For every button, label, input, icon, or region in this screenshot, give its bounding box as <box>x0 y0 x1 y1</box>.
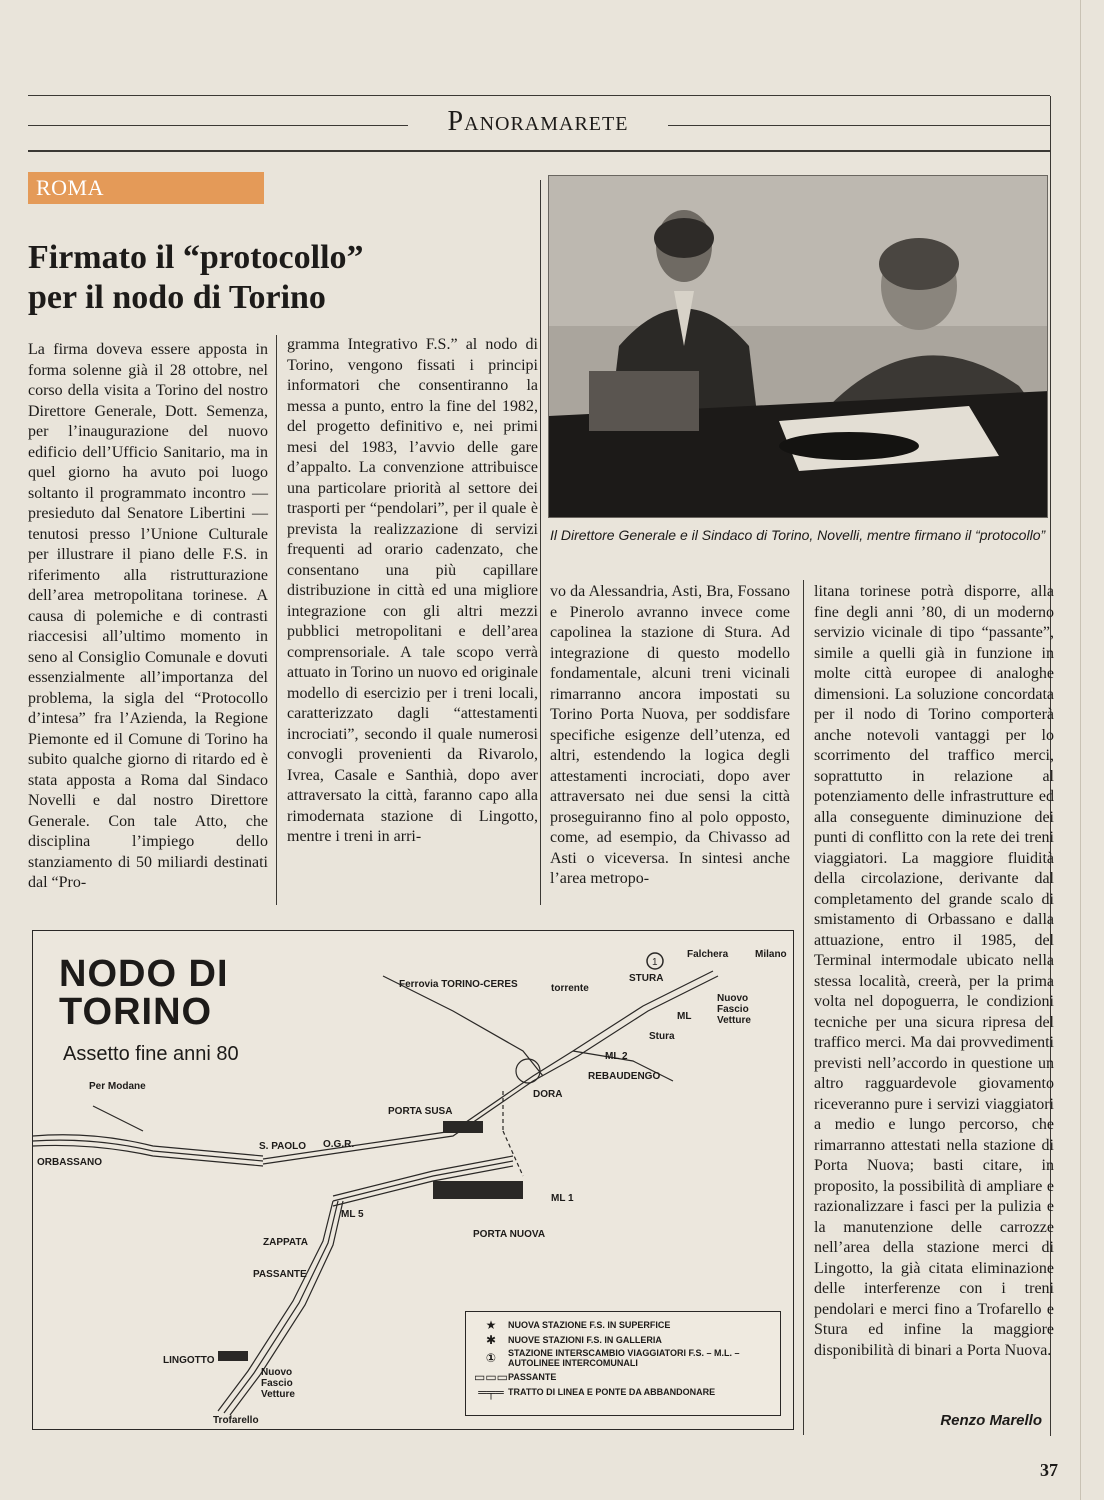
category-tag: ROMA <box>28 172 264 204</box>
map-label-passante: PASSANTE <box>253 1269 307 1280</box>
map-label-nuovo-fascio-vetture: Nuovo Fascio Vetture <box>717 993 751 1026</box>
column-text: gramma Integrativo F.S.” al nodo di Torino, vengono fissati i principi informatori che consentiranno la messa a punto, entro la fine del 1982, del progetto definitivo e, nei primi mesi del 1983, l’avvio delle gare d’appalto. La convenzione attribuisce una particolare priorità al settore dei trasporti per “pendolari”, per il quale è prevista la realizzazione di servizi frequenti ad orario cadenzato, che consentano una più capillare distribuzione in città ed una migliore integrazione con gli altri mezzi pubblici metropolitani e dell’area comprensoriale. A tale scopo verrà attuato in Torino un nuovo ed originale modello di esercizio per i treni locali, caratterizzato dagli “attestamenti incrociati”, secondo il quale numerosi convogli provenienti da Rivarolo, Ivrea, Casale e Santhià, dopo aver attraversato la città, faranno capo alla rimodernata stazione di Lingotto, mentre i treni in arri- <box>287 336 538 845</box>
map-label-ml5: ML 5 <box>341 1209 364 1220</box>
page-edge <box>1080 0 1081 1500</box>
map-label-zappata: ZAPPATA <box>263 1237 308 1248</box>
headline-line-1: Firmato il “protocollo” <box>28 239 364 276</box>
column-text: vo da Alessandria, Asti, Bra, Fossano e Pinerolo avranno invece come capolinea la stazione di Stura. Ad integrazione di questo modello fondamentale, alcuni treni vicinali rimarranno ancora impostati su Torino Porta Nuova, per soddisfare specifiche esigenze dell’utenza, ed altri, estendendo la logica degli attestamenti incrociati, dopo aver attraversato nei due sensi la città proseguiranno fino al polo opposto, come, ad esempio, da Chivasso ad Asti o viceversa. In sintesi anche l’area metropo- <box>550 583 790 887</box>
column-divider <box>276 335 277 905</box>
header-rule-bottom <box>28 150 1050 152</box>
map-title-line-2: TORINO <box>59 991 213 1033</box>
abandoned-line-icon: ═╤═ <box>478 1384 504 1399</box>
map-label-falchera: Falchera <box>687 949 729 960</box>
map-label-rebaudengo: REBAUDENGO <box>588 1071 661 1082</box>
legend-text: PASSANTE <box>508 1371 557 1382</box>
map-label-torrente: torrente <box>551 983 589 994</box>
svg-text:1: 1 <box>652 957 658 968</box>
map-subtitle: Assetto fine anni 80 <box>63 1043 239 1065</box>
photo-illustration <box>549 176 1048 518</box>
header-rule-right <box>668 125 1050 126</box>
map-label-ml: ML <box>677 1011 692 1022</box>
map-label-lingotto: LINGOTTO <box>163 1355 215 1366</box>
passante-icon: ▭▭▭ <box>474 1369 509 1384</box>
map-label-per-modane: Per Modane <box>89 1081 146 1092</box>
map-label-orbassano: ORBASSANO <box>37 1157 103 1168</box>
legend-text: NUOVA STAZIONE F.S. IN SUPERFICE <box>508 1319 671 1330</box>
headline-line-2: per il nodo di Torino <box>28 279 326 316</box>
star-icon: ★ <box>485 1317 497 1332</box>
article-column-2 <box>287 335 538 848</box>
legend-row <box>474 1317 772 1332</box>
map-legend <box>465 1311 781 1416</box>
legend-text: TRATTO DI LINEA E PONTE DA ABBANDONARE <box>508 1386 716 1397</box>
map-label-dora: DORA <box>533 1089 563 1100</box>
map-label-trofarello: Trofarello <box>213 1415 259 1426</box>
legend-row <box>474 1347 772 1369</box>
legend-text: STAZIONE INTERSCAMBIO VIAGGIATORI F.S. – M.L. – AUTOLINEE INTERCOMUNALI <box>508 1348 740 1368</box>
author-signature: Renzo Marello <box>940 1412 1042 1429</box>
article-column-4 <box>814 582 1054 1361</box>
column-text: litana torinese potrà disporre, alla fine degli anni ’80, di un moderno servizio vicinale di tipo “passante”, simile a quelli già in funzione in molte città europee di analoghe dimensioni. La soluzione concordata per il nodo di Torino comporterà anche notevoli vantaggi per lo scorrimento del traffico merci, soprattutto in relazione al potenziamento delle infrastrutture ed alla conseguente diminuzione dei punti di conflitto con la rete dei treni viaggiatori. La maggiore fluidità della circolazione, derivante dal completamento del grande scalo di smistamento di Orbassano e dalla attuazione, entro il 1985, del Terminal intermodale ubicato nella stessa località, creerà, per la prima volta nel dopoguerra, le condizioni tecniche per una sicura ripresa del traffico merci. Ma dai provvedimenti previsti nell’accordo in questione un altro ragguardevole giovamento riceveranno pure i servizi viaggiatori a medio e lungo percorso, che rimarranno attestati nella stazione di Porta Nuova; basti citare, in proposito, la possibilità di ampliare e razionalizzare i fasci per la pulizia e la manutenzione delle carrozze nell’area della stazione merci di Lingotto, la già citata eliminazione delle interferenze con i treni pendolari e merci fino a Trofarello e Stura ed infine la maggiore disponibilità di binari a Porta Nuova. <box>814 583 1054 1359</box>
article-column-1 <box>28 340 268 894</box>
map-label-ml2: ML 2 <box>605 1051 628 1062</box>
legend-row <box>474 1369 772 1384</box>
column-text: La firma doveva essere apposta in forma solenne già il 28 ottobre, nel corso della visita a Torino del nostro Direttore Generale, Dott. Semenza, per l’inaugurazione del nuovo edificio dell’Ufficio Sanitario, ma in quel giorno ha avuto poi luogo soltanto il programmato incontro — presieduto dal Senatore Libertini — tenutosi presso l’Unione Culturale per illustrare il piano delle F.S. in riferimento alla ristrutturazione dell’area metropolitana torinese. A causa di polemiche e di contrasti riaccesisi all’ultimo momento in seno al Consiglio Comunale e dovuti essenzialmente all’importanza del problema, la sigla del “Protocollo d’intesa” fra l’Azienda, la Regione Piemonte ed il Comune di Torino ha subito qualche giorno di ritardo ed è stata apposta a Roma dal Sindaco Novelli e dal nostro Direttore Generale. Con tale Atto, che disciplina l’impiego dello stanziamento di 50 miliardi destinati dal “Pro- <box>28 341 268 891</box>
signing-photo <box>548 175 1048 518</box>
legend-row <box>474 1384 772 1399</box>
article-headline <box>28 238 508 318</box>
map-label-porta-nuova: PORTA NUOVA <box>473 1229 546 1240</box>
map-label-ogr: O.G.R. <box>323 1139 355 1150</box>
torino-rail-map <box>32 930 794 1430</box>
map-label-ml1: ML 1 <box>551 1193 574 1204</box>
header-rule-left <box>28 125 408 126</box>
photo-caption: Il Direttore Generale e il Sindaco di Torino, Novelli, mentre firmano il “protocollo” <box>550 527 1046 543</box>
column-divider <box>803 580 804 1435</box>
map-label-porta-susa: PORTA SUSA <box>388 1106 453 1117</box>
section-header: Panoramarete <box>447 106 629 137</box>
map-title-line-1: NODO DI <box>59 953 229 995</box>
header-rule-top <box>28 95 1050 96</box>
map-label-nuovo-fascio-vetture: Nuovo Fascio Vetture <box>261 1367 295 1400</box>
legend-row <box>474 1332 772 1347</box>
interchange-icon: ① <box>485 1351 497 1365</box>
page-number: 37 <box>1040 1460 1058 1480</box>
asterisk-icon: ✱ <box>485 1332 497 1347</box>
map-label-ferrovia: Ferrovia TORINO-CERES <box>399 979 518 990</box>
map-label-s-paolo: S. PAOLO <box>259 1141 307 1152</box>
map-label-stura-river: Stura <box>649 1031 675 1042</box>
legend-text: NUOVE STAZIONI F.S. IN GALLERIA <box>508 1334 662 1345</box>
article-column-3 <box>550 582 790 890</box>
map-label-stura-station: STURA <box>629 973 664 984</box>
column-divider <box>540 180 541 905</box>
map-label-milano: Milano <box>755 949 787 960</box>
